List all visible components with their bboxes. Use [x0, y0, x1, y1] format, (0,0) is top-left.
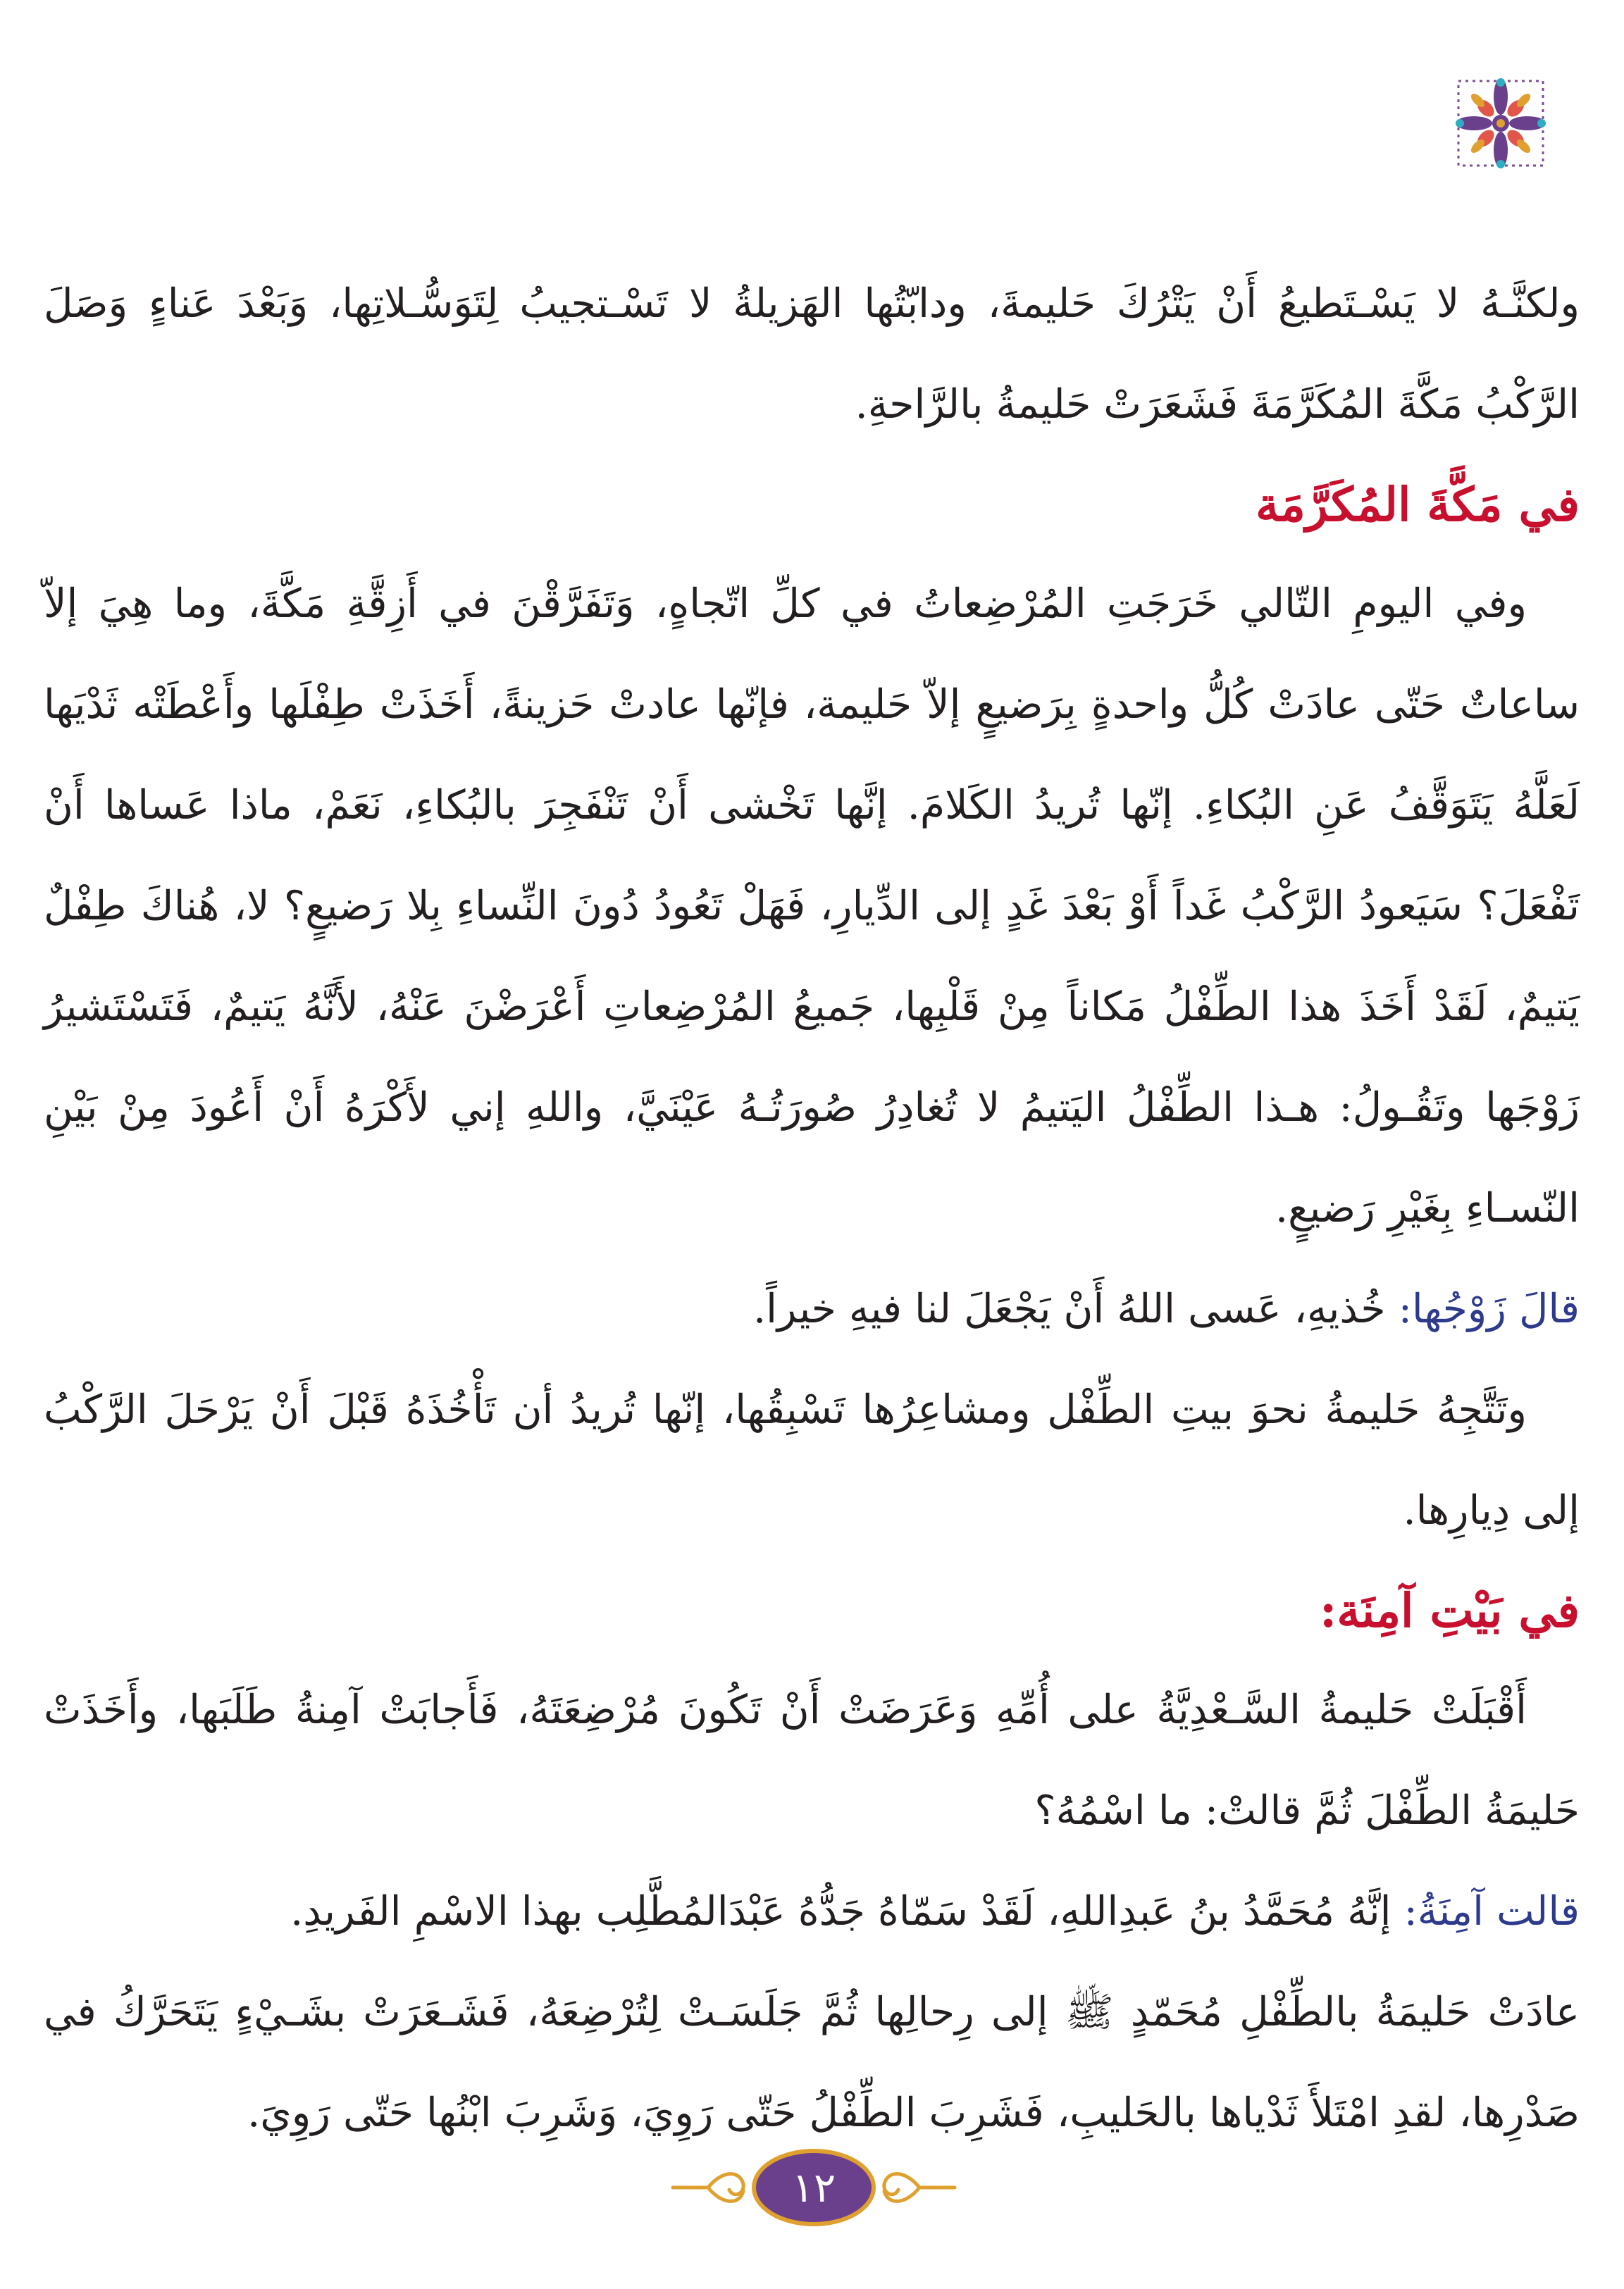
paragraph-4: أَقْبَلَتْ حَليمةُ السَّـعْدِيَّةُ على أُمِّهِ وَعَرَضَتْ أَنْ تَكُونَ مُرْضِعَتَهُ، فَأَجابَتْ آمِنةُ طَلَبَها، وأَخَذَتْ حَليمَةُ الطِّفْلَ ثُمَّ قالتْ: ما اسْمُهُ؟ — [44, 1687, 1580, 1834]
paragraph-3: وتَتَّجِهُ حَليمةُ نحوَ بيتِ الطِّفْل ومشاعِرُها تَسْبِقُها، إنّها تُريدُ أن تَأْخُذَهُ قَبْلَ أَنْ يَرْحَلَ الرَّكْبُ إلى دِيارِها. — [44, 1387, 1580, 1534]
paragraph-1: ولكنَّـهُ لا يَسْـتَطيعُ أَنْ يَتْرُكَ حَليمةَ، ودابّتُها الهَزيلةُ لا تَسْـتجيبُ لِتَوَسُّـلاتِها، وَبَعْدَ عَناءٍ وَصَلَ الرَّكْبُ مَكَّةَ المُكَرَّمَةَ فَشَعَرَتْ حَليمةُ بالرَّاحةِ. — [44, 280, 1580, 428]
dialog-husband — [44, 1259, 1580, 1360]
floral-ornament-icon — [1448, 70, 1554, 176]
dialog-amina — [44, 1861, 1580, 1962]
page-body — [44, 254, 1580, 2164]
section-heading-mecca: في مَكَّةَ المُكَرَّمَة — [1256, 477, 1580, 532]
paragraph-2: وفي اليومِ التّالي خَرَجَتِ المُرْضِعاتُ في كلِّ اتّجاهٍ، وَتَفَرَّقْنَ في أَزِقَّةِ مَكَّةَ، وما هِيَ إلاّ ساعاتٌ حَتّى عادَتْ كُلُّ واحدةٍ بِرَضيعٍ إلاّ حَليمة، فإنّها عادتْ حَزينةً، أَخَذَتْ طِفْلَها وأَعْطَتْه ثَدْيَها لَعَلَّهُ يَتَوَقَّفُ عَنِ البُكاءِ. إنّها تُريدُ الكَلامَ. إنَّها تَخْشى أَنْ تَنْفَجِرَ بالبُكاءِ، نَعَمْ، ماذا عَساها أَنْ تَفْعَلَ؟ سَيَعودُ الرَّكْبُ غَداً أَوْ بَعْدَ غَدٍ إلى الدِّيارِ، فَهَلْ تَعُودُ دُونَ النِّساءِ بِلا رَضيعٍ؟ لا، هُناكَ طِفْلٌ يَتيمٌ، لَقَدْ أَخَذَ هذا الطِّفْلُ مَكاناً مِنْ قَلْبِها، جَميعُ المُرْضِعاتِ أَعْرَضْنَ عَنْهُ، لأَنَّهُ يَتيمٌ، فَتَسْتَشيرُ زَوْجَها وتَقُـولُ: هـذا الطِّفْلُ اليَتيمُ لا تُغادِرُ صُورَتُـهُ عَيْنَيَّ، واللهِ إني لأَكْرَهُ أَنْ أَعُودَ مِنْ بَيْنِ النّسـاءِ بِغَيْرِ رَضيعٍ. — [44, 581, 1580, 1232]
speaker-label: قالت آمِنَةُ: — [1403, 1888, 1580, 1935]
section-heading-amina: في بَيْتِ آمِنَة: — [1320, 1583, 1580, 1638]
page-number: ١٢ — [791, 2164, 836, 2212]
dialog-text: خُذيهِ، عَسى اللهُ أَنْ يَجْعَلَ لنا فيهِ خيراً. — [752, 1286, 1386, 1332]
dialog-text: إنَّهُ مُحَمَّدُ بنُ عَبدِاللهِ، لَقَدْ سَمّاهُ جَدُّهُ عَبْدَالمُطَّلِب بهذا الاسْمِ الفَريدِ. — [290, 1888, 1391, 1935]
paragraph-5: عادَتْ حَليمَةُ بالطِّفْلِ مُحَمّدٍ ﷺ إلى رِحالِها ثُمَّ جَلَسَـتْ لِتُرْضِعَهُ، فَشَـعَرَتْ بشَـيْءٍ يَتَحَرَّكُ في صَدْرِها، لقدِ امْتَلأَ ثَدْياها بالحَليبِ، فَشَرِبَ الطِّفْلُ حَتّى رَوِيَ، وَشَرِبَ ابْنُها حَتّى رَوِيَ. — [44, 1989, 1580, 2136]
speaker-label: قالَ زَوْجُها: — [1398, 1286, 1580, 1332]
